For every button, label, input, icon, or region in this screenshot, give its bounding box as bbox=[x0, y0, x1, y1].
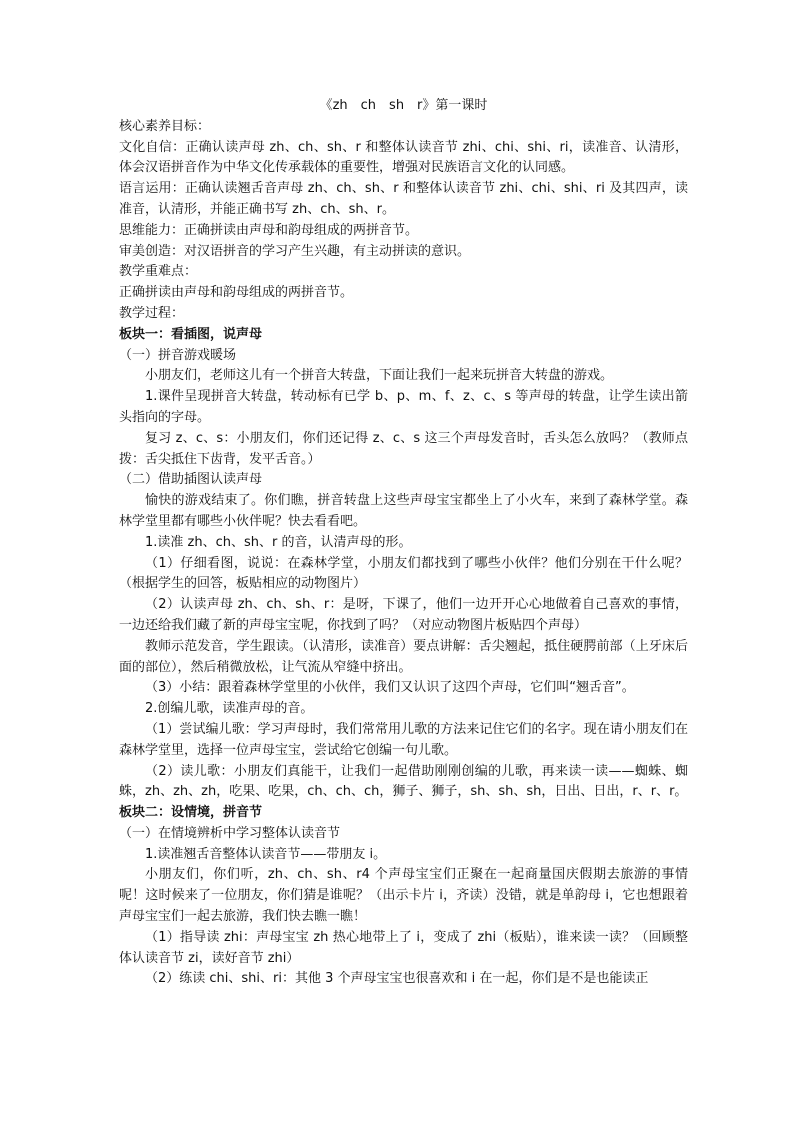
paragraph: 1.读准翘舌音整体认读音节——带朋友 i。 bbox=[145, 846, 387, 862]
paragraph: （2）读儿歌：小朋友们真能干，让我们一起借助刚刚创编的儿歌，再来读一读——蜘蛛、蜘蛛，zh、zh、zh，吃果、吃果，ch、ch、ch，狮子、狮子，sh、sh、sh，日出、日出，r、r、r。 bbox=[119, 763, 688, 800]
paragraph: 审美创造：对汉语拼音的学习产生兴趣，有主动拼读的意识。 bbox=[119, 243, 471, 259]
paragraph: 语言运用：正确认读翘舌音声母 zh、ch、sh、r 和整体认读音节 zhi、chi、shi、ri 及其四声，读准音，认清形，并能正确书写 zh、ch、sh、r。 bbox=[119, 181, 688, 217]
section-heading: 板块一：看插图，说声母 bbox=[119, 326, 263, 342]
paragraph: （2）练读 chi、shi、ri：其他 3 个声母宝宝也很喜欢和 i 在一起，你们是不是也能读正 bbox=[145, 971, 649, 987]
paragraph: 1.读准 zh、ch、sh、r 的音，认清声母的形。 bbox=[145, 534, 412, 550]
paragraph: （二）借助插图认读声母 bbox=[119, 472, 263, 488]
paragraph: （一）在情境辨析中学习整体认读音节 bbox=[119, 825, 341, 841]
paragraph: 教学重难点： bbox=[119, 264, 198, 280]
section-heading: 板块二：设情境，拼音节 bbox=[119, 805, 263, 821]
paragraph: 小朋友们，你们听，zh、ch、sh、r4 个声母宝宝们正聚在一起商量国庆假期去旅游的事情呢！这时候来了一位朋友，你们猜是谁呢？（出示卡片 i，齐读）没错，就是单韵母 i，它也想跟着声母宝宝们一起去旅游，我们快去瞧一瞧！ bbox=[119, 867, 688, 925]
paragraph: 教师示范发音，学生跟读。（认清形，读准音）要点讲解：舌尖翘起，抵住硬腭前部（上牙床后面的部位），然后稍微放松，让气流从窄缝中挤出。 bbox=[119, 638, 688, 675]
paragraph: 思维能力：正确拼读由声母和韵母组成的两拼音节。 bbox=[119, 222, 419, 238]
paragraph: 2.创编儿歌，读准声母的音。 bbox=[145, 701, 314, 717]
paragraph: 核心素养目标： bbox=[119, 118, 211, 134]
paragraph: 1.课件呈现拼音大转盘，转动标有已学 b、p、m、f、z、c、s 等声母的转盘，让学生读出箭头指向的字母。 bbox=[119, 389, 688, 425]
paragraph: （1）尝试编儿歌：学习声母时，我们常常用儿歌的方法来记住它们的名字。现在请小朋友们在森林学堂里，选择一位声母宝宝，尝试给它创编一句儿歌。 bbox=[119, 721, 688, 758]
paragraph: （1）指导读 zhi：声母宝宝 zh 热心地带上了 i，变成了 zhi（板贴），谁来读一读？（回顾整体认读音节 zi，读好音节 zhi） bbox=[119, 929, 688, 966]
lesson-title: 《zh ch sh r》第一课时 bbox=[319, 98, 488, 113]
paragraph: 教学过程： bbox=[119, 305, 185, 321]
lesson-body bbox=[119, 117, 688, 990]
paragraph: （一）拼音游戏暖场 bbox=[119, 347, 237, 363]
paragraph: （2）认读声母 zh、ch、sh、r：是呀，下课了，他们一边开开心心地做着自己喜欢的事情，一边还给我们藏了新的声母宝宝呢，你找到了吗？（对应动物图片板贴四个声母） bbox=[119, 597, 688, 633]
paragraph: 愉快的游戏结束了。你们瞧，拼音转盘上这些声母宝宝都坐上了小火车，来到了森林学堂。森林学堂里都有哪些小伙伴呢？快去看看吧。 bbox=[119, 493, 688, 529]
paragraph: 文化自信：正确认读声母 zh、ch、sh、r 和整体认读音节 zhi、chi、shi、ri，读准音、认清形，体会汉语拼音作为中华文化传承载体的重要性，增强对民族语言文化的认同感。 bbox=[119, 139, 688, 176]
paragraph: 小朋友们，老师这儿有一个拼音大转盘，下面让我们一起来玩拼音大转盘的游戏。 bbox=[145, 368, 614, 384]
paragraph: （1）仔细看图，说说：在森林学堂，小朋友们都找到了哪些小伙伴？他们分别在干什么呢？（根据学生的回答，板贴相应的动物图片） bbox=[119, 555, 688, 592]
paragraph: 正确拼读由声母和韵母组成的两拼音节。 bbox=[119, 285, 354, 301]
paragraph: （3）小结：跟着森林学堂里的小伙伴，我们又认识了这四个声母，它们叫“翘舌音”。 bbox=[145, 680, 635, 696]
paragraph: 复习 z、c、s：小朋友们，你们还记得 z、c、s 这三个声母发音时，舌头怎么放吗？（教师点拨：舌尖抵住下齿背，发平舌音。） bbox=[119, 430, 688, 467]
